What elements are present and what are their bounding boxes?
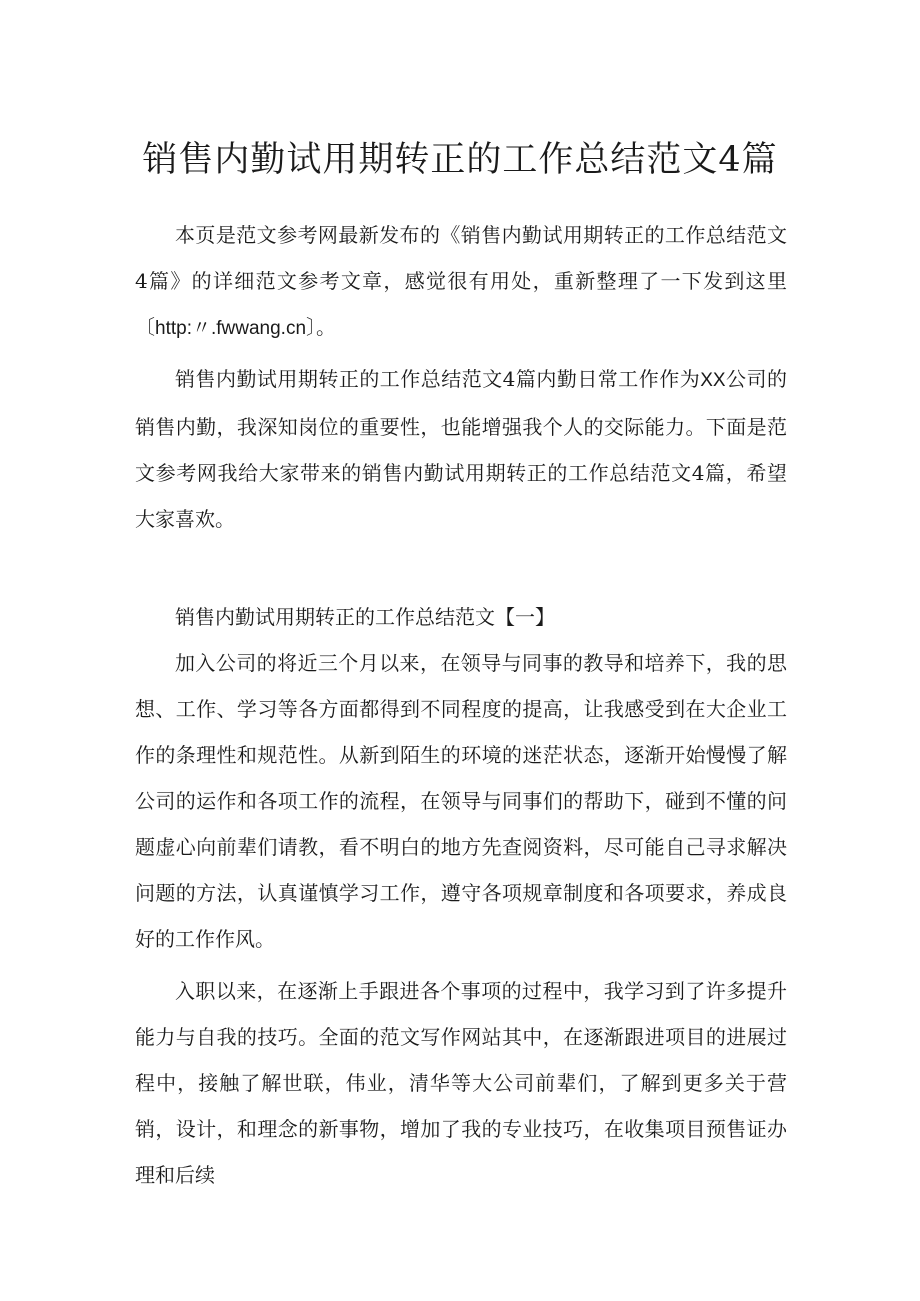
summary-company: XX [700,370,726,391]
intro-text: 本页是范文参考网最新发布的《销售内勤试用期转正的工作总结范文4篇》的详细范文参考文章，感觉很有用处，重新整理了一下发到这里〔 [135,223,787,339]
section-heading: 销售内勤试用期转正的工作总结范文【一】 [175,605,555,629]
document-title: 销售内勤试用期转正的工作总结范文4篇 [142,140,778,180]
paragraph-one: 加入公司的将近三个月以来，在领导与同事的教导和培养下，我的思想、工作、学习等各方面都得到不同程度的提高，让我感受到在大企业工作的条理性和规范性。从新到陌生的环境的迷茫状态，逐渐开始慢慢了解公司的运作和各项工作的流程，在领导与同事们的帮助下，碰到不懂的问题虚心向前辈们请教，看不明白的地方先查阅资料，尽可能自己寻求解决问题的方法，认真谨慎学习工作，遵守各项规章制度和各项要求，养成良好的工作作风。 [135,651,787,951]
intro-text-end: 〕。 [306,315,337,339]
summary-text: 销售内勤试用期转正的工作总结范文4篇内勤日常工作作为 [175,367,701,391]
summary-text-end: 公司的销售内勤，我深知岗位的重要性，也能增强我个人的交际能力。下面是范文参考网我给大家带来的销售内勤试用期转正的工作总结范文4篇，希望大家喜欢。 [135,367,788,531]
paragraph-two: 入职以来，在逐渐上手跟进各个事项的过程中，我学习到了许多提升能力与自我的技巧。全面的范文写作网站其中，在逐渐跟进项目的进展过程中，接触了解世联，伟业，清华等大公司前辈们，了解到更多关于营销，设计，和理念的新事物，增加了我的专业技巧，在收集项目预售证办理和后续 [135,979,787,1187]
summary-paragraph [135,356,787,542]
intro-paragraph [135,212,787,352]
intro-url: http:〃.fwwang.cn [155,318,307,339]
